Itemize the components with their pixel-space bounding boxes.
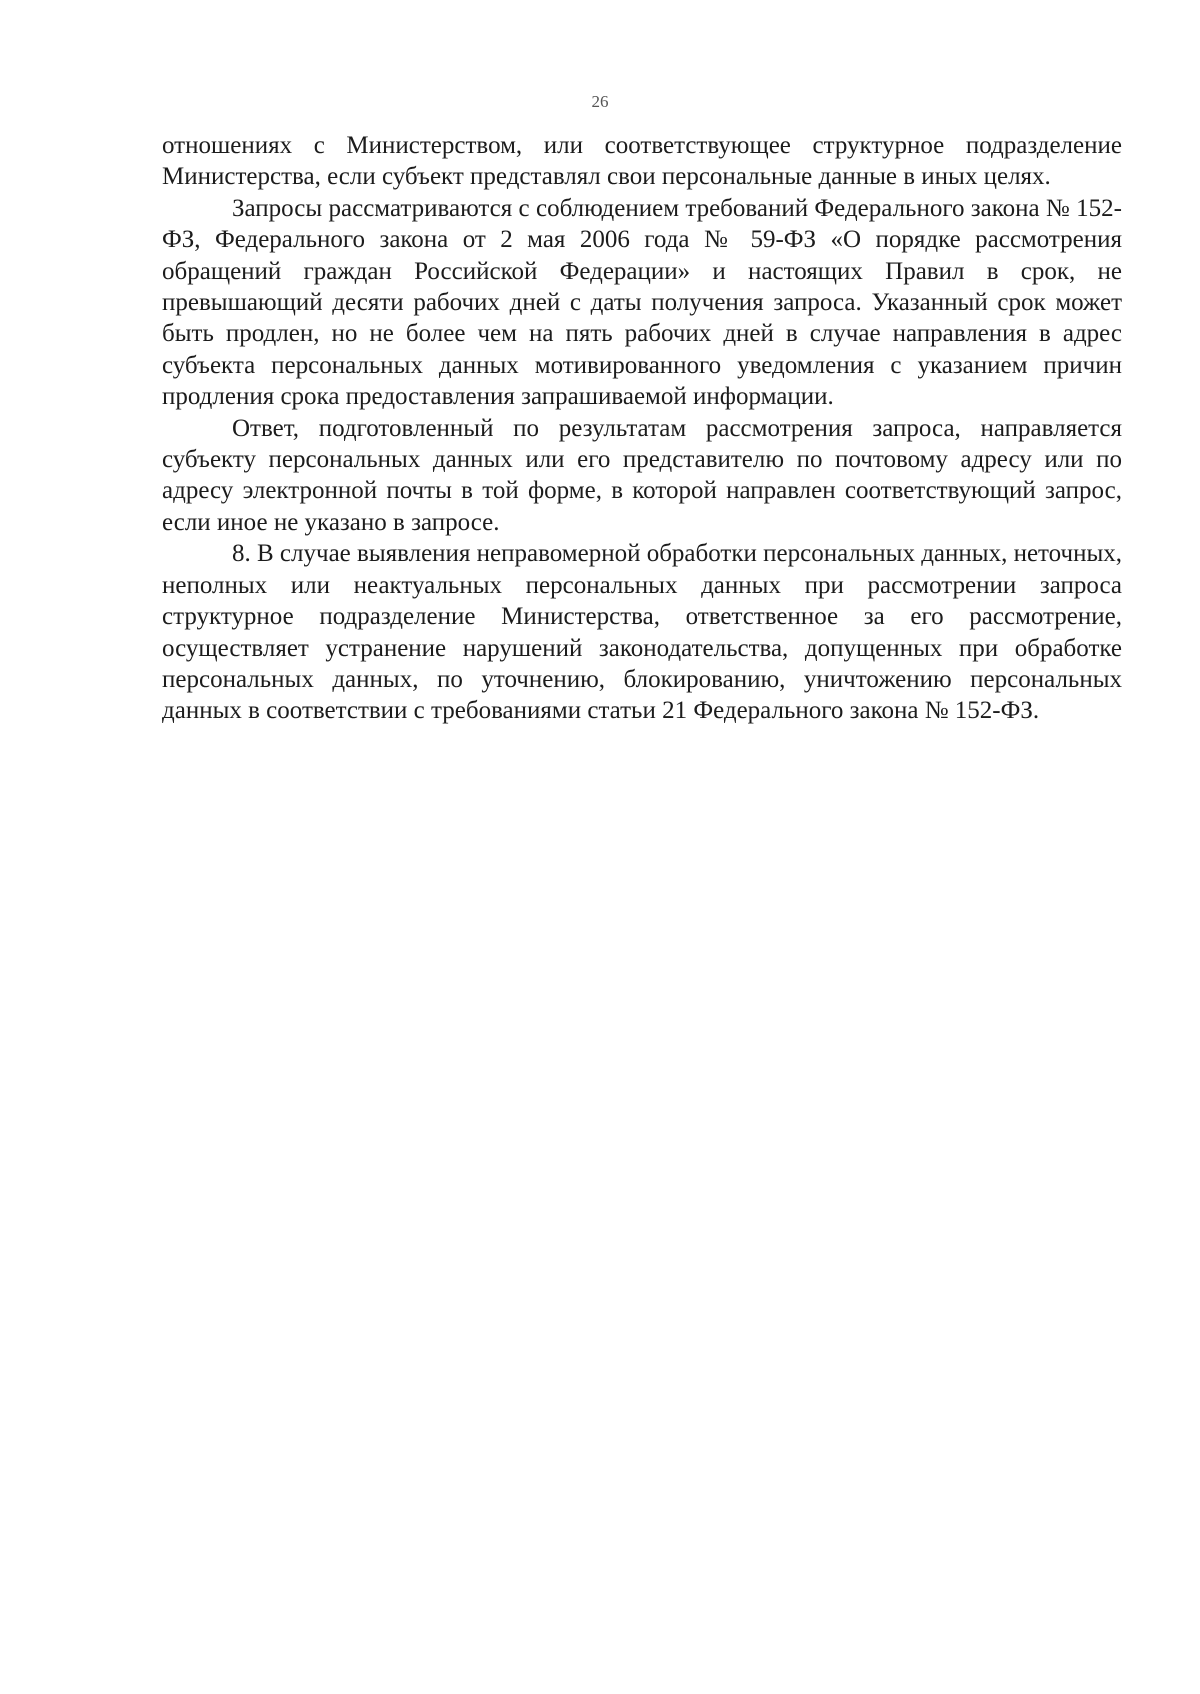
page-number: 26: [591, 92, 609, 111]
paragraph-1: отношениях с Министерством, или соответствующее структурное подразделение Министерства, если субъект представлял свои персональные данные в иных целях.: [162, 132, 1122, 191]
paragraph-2: Запросы рассматриваются с соблюдением требований Федерального закона № 152-ФЗ, Федерального закона от 2 мая 2006 года № 59-ФЗ «О порядке рассмотрения обращений граждан Российской Федерации» и настоящих Правил в срок, не превышающий десяти рабочих дней с даты получения запроса. Указанный срок может быть продлен, но не более чем на пять рабочих дней в случае направления в адрес субъекта персональных данных мотивированного уведомления с указанием причин продления срока предоставления запрашиваемой информации.: [162, 194, 1122, 411]
paragraph-3: Ответ, подготовленный по результатам рассмотрения запроса, направляется субъекту персональных данных или его представителю по почтовому адресу или по адресу электронной почты в той форме, в которой направлен соответствующий запрос, если иное не указано в запросе.: [162, 414, 1122, 536]
document-body: [162, 130, 1122, 727]
paragraph-4: 8. В случае выявления неправомерной обработки персональных данных, неточных, неполных или неактуальных персональных данных при рассмотрении запроса структурное подразделение Министерства, ответственное за его рассмотрение, осуществляет устранение нарушений законодательства, допущенных при обработке персональных данных, по уточнению, блокированию, уничтожению персональных данных в соответствии с требованиями статьи 21 Федерального закона № 152-ФЗ.: [162, 540, 1122, 725]
